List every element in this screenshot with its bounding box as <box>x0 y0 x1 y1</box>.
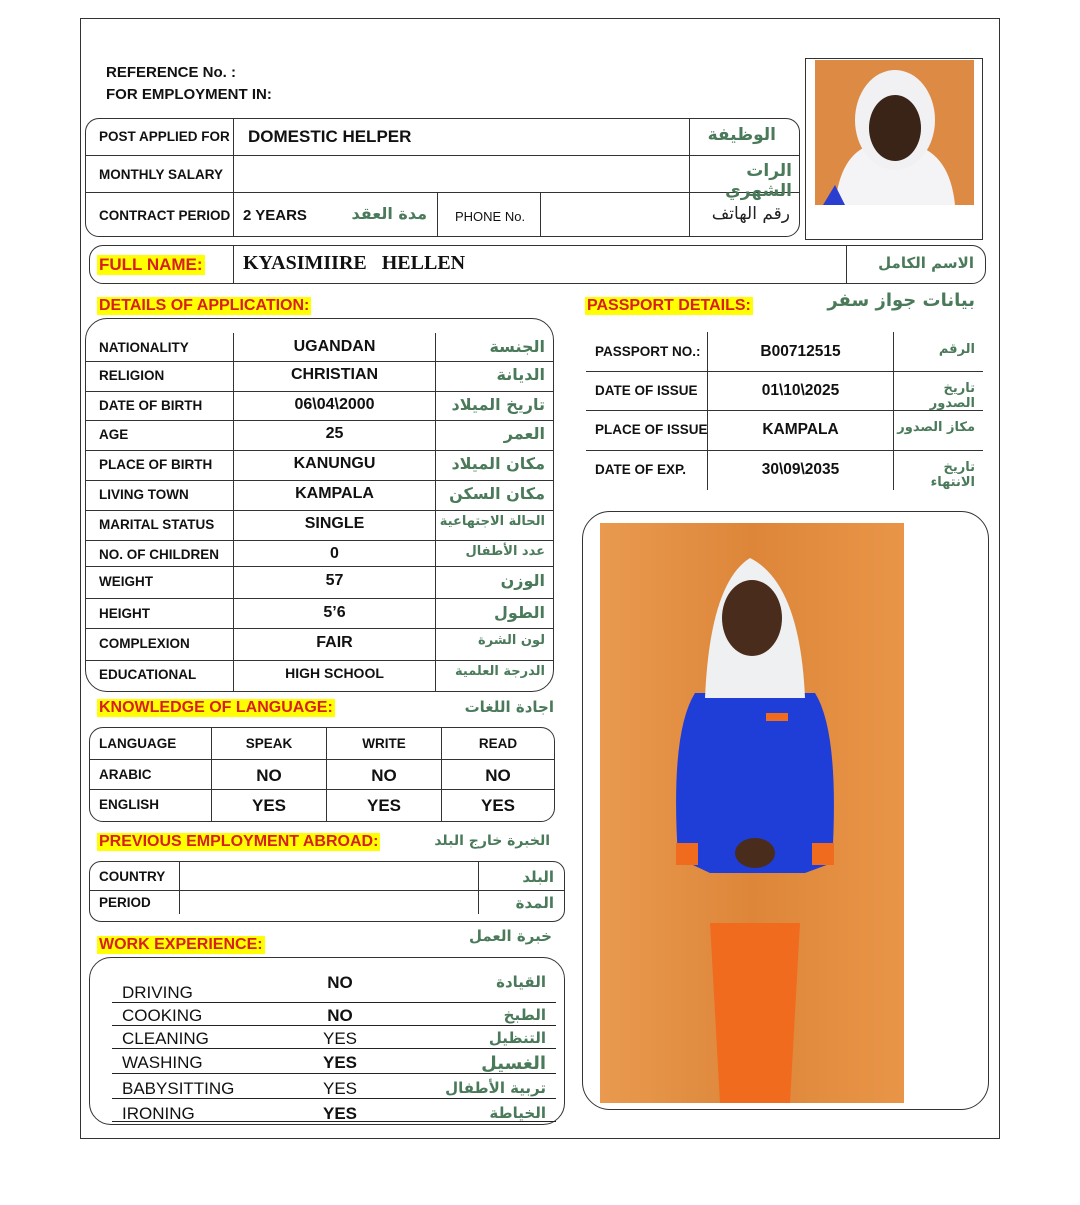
app-row-ar: لون الشرة <box>478 633 545 648</box>
post-ar: الوظيفة <box>707 125 776 145</box>
work-row-label: DRIVING <box>122 983 193 1002</box>
contract-ar: مدة العقد <box>351 204 427 223</box>
row-divider <box>586 450 983 451</box>
language-skill: YES <box>480 796 516 815</box>
work-row-value: NO <box>327 973 353 992</box>
language-header: READ <box>478 736 518 751</box>
full-name-value: KYASIMIIRE HELLEN <box>243 252 466 274</box>
app-row-ar: الوزن <box>500 571 545 590</box>
row-divider <box>86 361 553 362</box>
work-title-ar: خبرة العمل <box>468 927 552 945</box>
app-row-ar: العمر <box>503 424 545 443</box>
language-header: LANGUAGE <box>99 736 177 751</box>
row-divider <box>86 510 553 511</box>
row-divider <box>86 598 553 599</box>
app-row-label: AGE <box>99 427 129 442</box>
app-row-label: NO. OF CHILDREN <box>99 547 219 562</box>
passport-row-value: 01\10\2025 <box>761 382 840 399</box>
row-divider <box>86 660 553 661</box>
work-row-ar: الغسيل <box>481 1053 546 1074</box>
phone-ar: رقم الهاتف <box>711 204 790 224</box>
passport-row-ar: تاريخ الانتهاء <box>930 460 975 490</box>
period-ar: المدة <box>515 894 554 912</box>
work-row-ar: القيادة <box>496 973 546 991</box>
work-row-value: NO <box>327 1006 353 1025</box>
work-row-label: BABYSITTING <box>122 1079 235 1098</box>
language-skill: YES <box>251 796 287 815</box>
work-row-label: IRONING <box>122 1104 195 1123</box>
app-row-ar: مكان الميلاد <box>451 454 545 473</box>
app-row-ar: الديانة <box>496 365 545 384</box>
app-row-ar: تاريخ الميلاد <box>451 395 545 414</box>
row-divider <box>86 450 553 451</box>
col-divider <box>893 332 894 490</box>
app-row-label: LIVING TOWN <box>99 487 189 502</box>
work-row-ar: التنظيل <box>488 1029 546 1047</box>
app-row-value: 06\04\2000 <box>294 396 375 413</box>
language-header: SPEAK <box>245 736 293 751</box>
app-row-label: EDUCATIONAL <box>99 667 197 682</box>
language-header: WRITE <box>362 736 406 751</box>
language-skill: NO <box>256 766 282 785</box>
app-row-ar: مكان السكن <box>449 484 545 503</box>
app-row-value: KAMPALA <box>295 485 374 502</box>
language-name: ARABIC <box>99 767 152 782</box>
headshot-photo <box>815 60 974 205</box>
work-row-label: CLEANING <box>122 1029 209 1048</box>
passport-row-value: 30\09\2035 <box>761 461 840 478</box>
post-value: DOMESTIC HELPER <box>248 127 412 146</box>
app-row-label: RELIGION <box>99 368 165 383</box>
app-row-value: SINGLE <box>304 515 365 532</box>
app-row-label: COMPLEXION <box>99 636 190 651</box>
passport-row-label: DATE OF EXP. <box>595 462 687 477</box>
app-row-label: DATE OF BIRTH <box>99 398 203 413</box>
language-name: ENGLISH <box>99 797 160 812</box>
col-divider <box>435 333 436 691</box>
work-row-value: YES <box>322 1029 358 1048</box>
app-row-ar: الحالة الاجتهاعية <box>439 514 545 529</box>
full-name-label: FULL NAME: <box>99 255 203 274</box>
app-row-label: HEIGHT <box>99 606 151 621</box>
language-skill: NO <box>371 766 397 785</box>
app-row-label: MARITAL STATUS <box>99 517 215 532</box>
row-divider <box>86 420 553 421</box>
work-row-value: YES <box>322 1079 358 1098</box>
work-row-label: COOKING <box>122 1006 203 1025</box>
full-name-ar: الاسم الكامل <box>878 254 974 272</box>
row-divider <box>90 759 554 760</box>
row-divider <box>86 480 553 481</box>
row-divider <box>86 628 553 629</box>
app-row-ar: الجنسة <box>489 337 545 356</box>
language-title: KNOWLEDGE OF LANGUAGE: <box>99 699 333 716</box>
work-row-ar: الطبخ <box>503 1006 546 1024</box>
language-title-ar: اجادة اللغات <box>464 698 554 716</box>
app-row-value: HIGH SCHOOL <box>285 665 384 681</box>
row-divider <box>86 540 553 541</box>
app-row-value: UGANDAN <box>293 338 376 355</box>
passport-row-ar: مكاز الصدور <box>897 420 975 435</box>
work-row-ar: الخياطة <box>489 1104 546 1122</box>
language-skill: NO <box>485 766 511 785</box>
passport-row-ar: الرقم <box>938 342 975 357</box>
app-row-value: KANUNGU <box>293 455 376 472</box>
app-row-label: PLACE OF BIRTH <box>99 457 213 472</box>
application-title: DETAILS OF APPLICATION: <box>99 297 310 314</box>
period-label: PERIOD <box>99 895 151 910</box>
full-body-photo <box>600 523 904 1103</box>
salary-label: MONTHLY SALARY <box>99 167 224 182</box>
employment-label: FOR EMPLOYMENT IN: <box>106 86 272 103</box>
passport-row-label: PLACE OF ISSUE <box>595 422 708 437</box>
app-row-value: 0 <box>330 545 339 562</box>
contract-label: CONTRACT PERIOD <box>99 208 231 223</box>
reference-label: REFERENCE No. : <box>106 64 237 81</box>
app-row-value: 57 <box>325 572 344 589</box>
passport-row-label: PASSPORT NO.: <box>595 344 701 359</box>
previous-title: PREVIOUS EMPLOYMENT ABROAD: <box>99 833 379 850</box>
salary-ar: الرات الشهري <box>725 161 792 201</box>
language-skill: YES <box>366 796 402 815</box>
app-row-value: CHRISTIAN <box>290 366 379 383</box>
passport-row-ar: تاريخ الصدور <box>929 381 975 411</box>
work-row-ar: تربية الأطفال <box>445 1079 546 1097</box>
passport-title-ar: بيانات جواز سفر <box>827 290 975 311</box>
country-ar: البلد <box>522 868 554 886</box>
app-row-value: 5’6 <box>323 604 346 621</box>
work-row-value: YES <box>322 1053 358 1072</box>
app-row-ar: الدرجة العلمية <box>455 664 545 679</box>
row-divider <box>86 566 553 567</box>
contract-value: 2 YEARS <box>243 207 307 224</box>
app-row-value: FAIR <box>316 634 353 651</box>
country-label: COUNTRY <box>99 869 166 884</box>
work-title: WORK EXPERIENCE: <box>99 936 263 953</box>
work-row-value: YES <box>322 1104 358 1123</box>
previous-title-ar: الخبرة خارج البلد <box>434 833 550 849</box>
app-row-ar: الطول <box>494 603 545 622</box>
row-divider <box>90 789 554 790</box>
app-row-value: 25 <box>325 425 344 442</box>
post-label: POST APPLIED FOR <box>99 129 230 144</box>
app-row-label: NATIONALITY <box>99 340 189 355</box>
row-divider <box>586 371 983 372</box>
app-row-ar: عدد الأطفال <box>465 544 545 559</box>
passport-row-label: DATE OF ISSUE <box>595 383 698 398</box>
passport-row-value: KAMPALA <box>762 421 839 438</box>
passport-row-value: B00712515 <box>760 343 841 360</box>
passport-title: PASSPORT DETAILS: <box>587 297 751 314</box>
phone-label: PHONE No. <box>455 209 526 224</box>
work-row-label: WASHING <box>122 1053 203 1072</box>
app-row-label: WEIGHT <box>99 574 153 589</box>
row-divider <box>86 391 553 392</box>
